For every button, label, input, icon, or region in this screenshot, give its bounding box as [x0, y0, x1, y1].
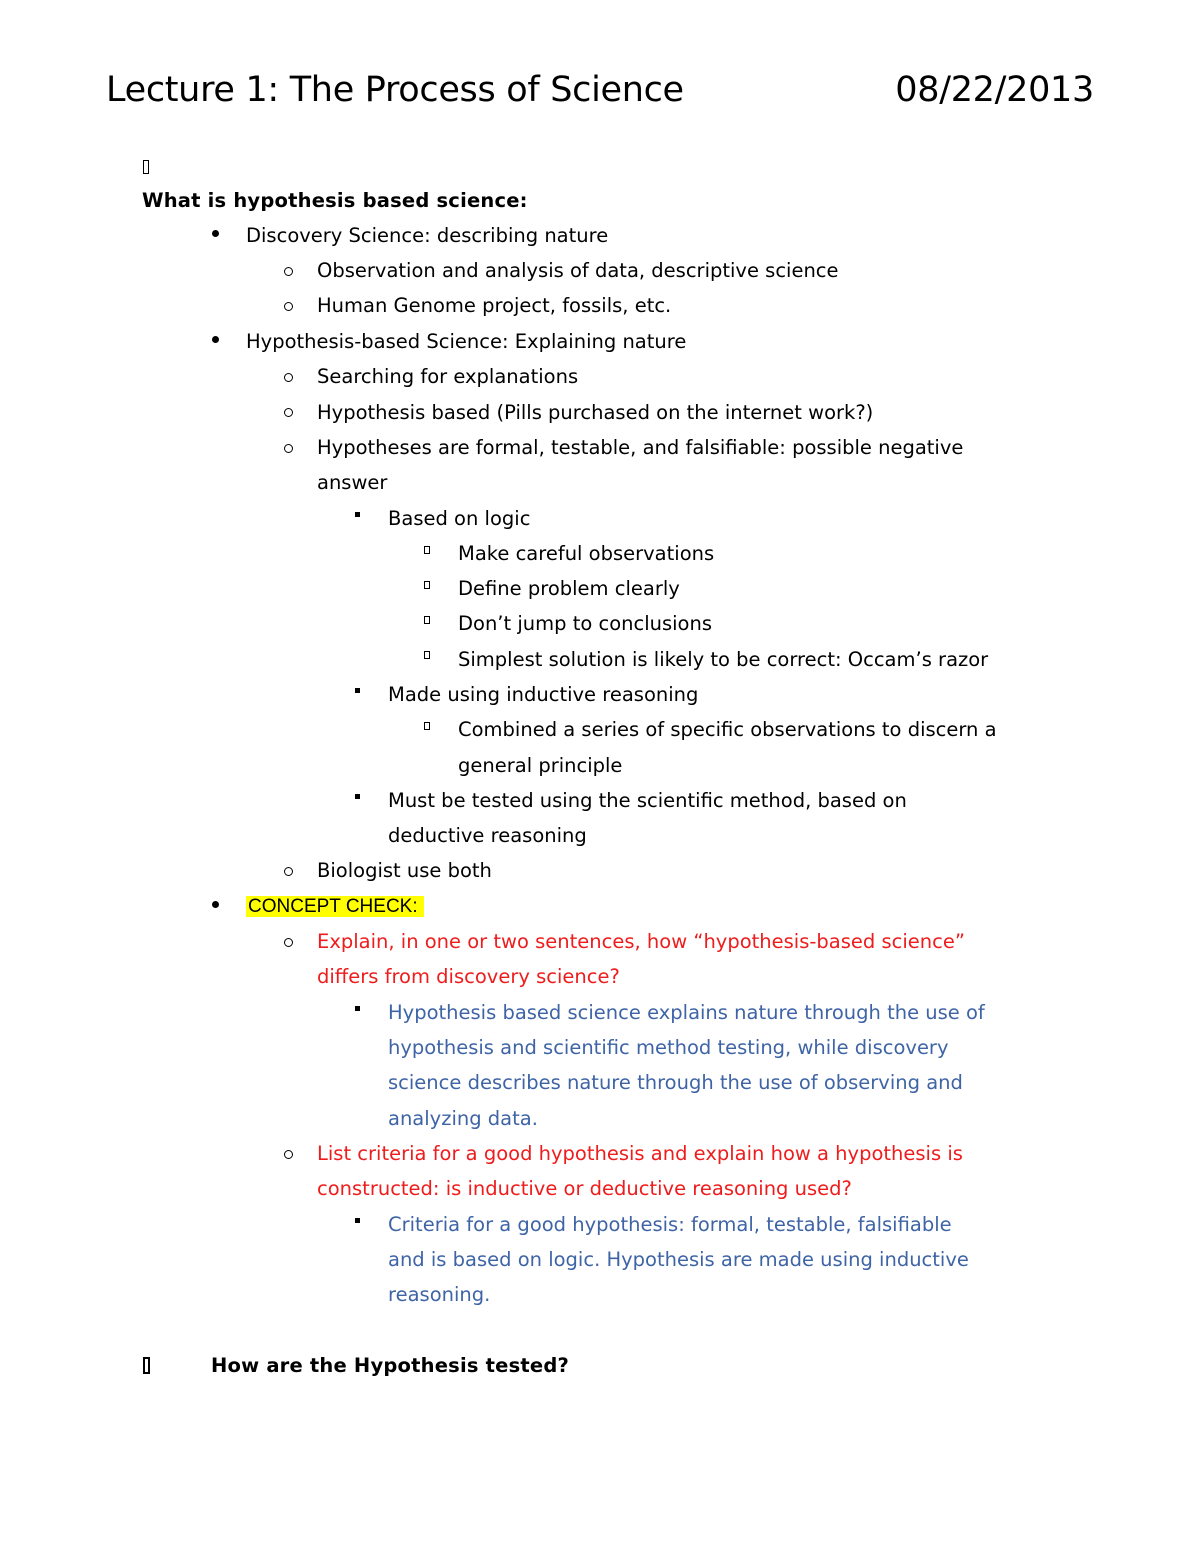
list-item: Searching for explanations	[317, 365, 579, 388]
list-item-continuation: answer	[317, 471, 388, 494]
answer-text: analyzing data.	[388, 1107, 538, 1130]
box-glyph-icon	[143, 1357, 150, 1374]
box-glyph-icon	[143, 158, 149, 179]
section-heading: What is hypothesis based science:	[142, 189, 528, 212]
square-bullet-icon	[355, 794, 360, 799]
list-item-continuation: general principle	[458, 754, 623, 777]
list-item: Hypothesis based (Pills purchased on the internet work?)	[317, 401, 874, 424]
circle-bullet-icon	[284, 1150, 293, 1159]
question-text: constructed: is inductive or deductive reasoning used?	[317, 1177, 852, 1200]
list-item: Combined a series of specific observations to discern a	[458, 718, 997, 741]
list-item: Observation and analysis of data, descriptive science	[317, 259, 839, 282]
answer-text: Criteria for a good hypothesis: formal, testable, falsifiable	[388, 1213, 952, 1236]
answer-text: science describes nature through the use of observing and	[388, 1071, 963, 1094]
list-item: Human Genome project, fossils, etc.	[317, 294, 672, 317]
list-item: Biologist use both	[317, 859, 492, 882]
question-text: List criteria for a good hypothesis and explain how a hypothesis is	[317, 1142, 963, 1165]
page-title: Lecture 1: The Process of Science	[106, 70, 684, 110]
list-item: Simplest solution is likely to be correct: Occam’s razor	[458, 648, 989, 671]
square-bullet-icon	[355, 512, 360, 517]
list-item: Don’t jump to conclusions	[458, 612, 713, 635]
circle-bullet-icon	[284, 938, 293, 947]
answer-text: Hypothesis based science explains nature through the use of	[388, 1001, 985, 1024]
answer-text: hypothesis and scientific method testing, while discovery	[388, 1036, 949, 1059]
circle-bullet-icon	[284, 267, 293, 276]
hollow-square-bullet-icon	[424, 546, 430, 554]
circle-bullet-icon	[284, 302, 293, 311]
section-heading: How are the Hypothesis tested?	[211, 1354, 569, 1377]
list-item-continuation: deductive reasoning	[388, 824, 587, 847]
concept-check-label: CONCEPT CHECK:	[246, 895, 424, 919]
square-bullet-icon	[355, 1006, 360, 1011]
answer-text: and is based on logic. Hypothesis are made using inductive	[388, 1248, 969, 1271]
question-text: Explain, in one or two sentences, how “hypothesis-based science”	[317, 930, 965, 953]
hollow-square-bullet-icon	[424, 581, 430, 589]
list-item: Hypothesis-based Science: Explaining nature	[246, 330, 687, 353]
circle-bullet-icon	[284, 373, 293, 382]
hollow-square-bullet-icon	[424, 651, 430, 659]
bullet-icon	[212, 230, 219, 237]
circle-bullet-icon	[284, 408, 293, 417]
list-item: Define problem clearly	[458, 577, 680, 600]
list-item: Made using inductive reasoning	[388, 683, 699, 706]
bullet-icon	[212, 336, 219, 343]
answer-text: reasoning.	[388, 1283, 491, 1306]
hollow-square-bullet-icon	[424, 616, 430, 624]
list-item: Hypotheses are formal, testable, and falsifiable: possible negative	[317, 436, 964, 459]
circle-bullet-icon	[284, 867, 293, 876]
list-item: Make careful observations	[458, 542, 715, 565]
square-bullet-icon	[355, 688, 360, 693]
circle-bullet-icon	[284, 444, 293, 453]
bullet-icon	[212, 901, 219, 908]
hollow-square-bullet-icon	[424, 722, 430, 730]
square-bullet-icon	[355, 1218, 360, 1223]
page-date: 08/22/2013	[895, 70, 1094, 110]
list-item: Based on logic	[388, 507, 531, 530]
question-text: differs from discovery science?	[317, 965, 620, 988]
list-item: Discovery Science: describing nature	[246, 224, 609, 247]
list-item: Must be tested using the scientific method, based on	[388, 789, 907, 812]
